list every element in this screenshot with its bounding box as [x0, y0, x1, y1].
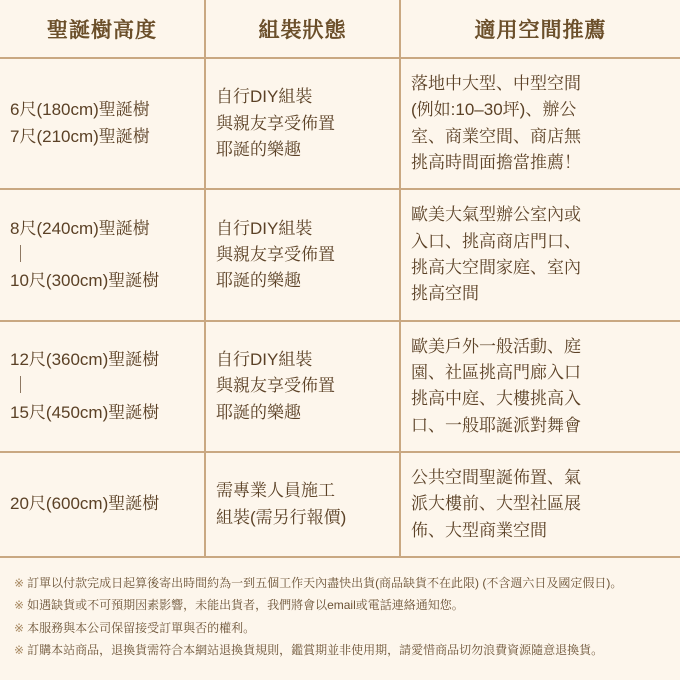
table-header-row — [0, 0, 680, 58]
text-line: 自行DIY組裝 — [216, 87, 313, 107]
note-text: 本服務與本公司保留接受訂單與否的權利。 — [27, 620, 256, 635]
note-text: 如遇缺貨或不可預期因素影響，未能出貨者，我們將會以email或電話連絡通知您。 — [27, 598, 464, 613]
note-item — [14, 639, 668, 661]
text-line: 公共空間聖誕佈置、氣 — [411, 468, 581, 488]
column-header-space: 適用空間推薦 — [400, 0, 680, 58]
text-line: 組裝(需另行報價) — [216, 507, 347, 527]
note-mark-icon: ※ — [14, 598, 25, 613]
text-line: 8尺(240cm)聖誕樹 — [10, 218, 150, 238]
cell-height — [0, 321, 205, 452]
text-line: 歐美大氣型辦公室內或 — [411, 205, 581, 225]
note-item — [14, 572, 668, 594]
text-line: 佈、大型商業空間 — [411, 520, 547, 540]
column-header-assembly: 組裝狀態 — [205, 0, 400, 58]
cell-space — [400, 189, 680, 320]
text-line: 與親友享受佈置 — [216, 376, 335, 396]
text-line: 挑高中庭、大樓挑高入 — [411, 389, 581, 409]
note-mark-icon: ※ — [14, 576, 25, 591]
text-line: 落地中大型、中型空間 — [411, 74, 581, 93]
text-line: 耶誕的樂趣 — [216, 271, 301, 291]
table-row — [0, 189, 680, 320]
text-line: 挑高空間 — [411, 284, 479, 304]
text-line: 自行DIY組裝 — [216, 218, 313, 238]
note-text: 訂單以付款完成日起算後寄出時間約為一到五個工作天內盡快出貨(商品缺貨不在此限) (不含週六日及國定假日)。 — [27, 576, 623, 591]
table-header — [0, 0, 680, 58]
cell-height — [0, 189, 205, 320]
note-mark-icon: ※ — [14, 642, 25, 657]
text-line: ｜ — [12, 244, 29, 264]
text-line: 入口、挑高商店門口、 — [411, 231, 581, 251]
cell-space — [400, 58, 680, 189]
cell-height — [0, 452, 205, 557]
text-line: 挑高大空間家庭、室內 — [411, 258, 581, 278]
text-line: 12尺(360cm)聖誕樹 — [10, 349, 160, 369]
text-line: 耶誕的樂趣 — [216, 139, 301, 159]
table-row — [0, 58, 680, 189]
text-line: 園、社區挑高門廊入口 — [411, 363, 581, 383]
text-line: ｜ — [12, 376, 29, 396]
text-line: 歐美戶外一般活動、庭 — [411, 336, 581, 356]
text-line: 20尺(600cm)聖誕樹 — [10, 494, 160, 514]
text-line: 口、一般耶誕派對舞會 — [411, 415, 581, 435]
text-line: 需專業人員施工 — [216, 481, 335, 501]
text-line: 15尺(450cm)聖誕樹 — [10, 402, 160, 422]
text-line: 派大樓前、大型社區展 — [411, 494, 581, 514]
text-line: 6尺(180cm)聖誕樹 — [10, 100, 150, 120]
text-line: 與親友享受佈置 — [216, 113, 335, 133]
cell-space — [400, 452, 680, 557]
text-line: 耶誕的樂趣 — [216, 402, 301, 422]
table-row — [0, 321, 680, 452]
text-line: (例如:10–30坪)、辦公 — [411, 100, 577, 120]
table-body — [0, 58, 680, 557]
cell-assembly — [205, 452, 400, 557]
table-row — [0, 452, 680, 557]
text-line: 自行DIY組裝 — [216, 349, 313, 369]
text-line: 室、商業空間、商店無 — [411, 126, 581, 146]
note-item — [14, 617, 668, 639]
cell-assembly — [205, 189, 400, 320]
notes-section — [0, 558, 680, 671]
text-line: 10尺(300cm)聖誕樹 — [10, 271, 160, 291]
cell-height — [0, 58, 205, 189]
text-line: 與親友享受佈置 — [216, 244, 335, 264]
note-item — [14, 594, 668, 616]
note-text: 訂購本站商品，退換貨需符合本網站退換貨規則，鑑賞期並非使用期，請愛惜商品切勿浪費資源隨意退換貨。 — [27, 642, 604, 657]
column-header-height: 聖誕樹高度 — [0, 0, 205, 58]
text-line: 7尺(210cm)聖誕樹 — [10, 126, 150, 146]
cell-space — [400, 321, 680, 452]
text-line: 挑高時間面擔當推薦！ — [411, 153, 581, 173]
note-mark-icon: ※ — [14, 620, 25, 635]
cell-assembly — [205, 321, 400, 452]
cell-assembly — [205, 58, 400, 189]
